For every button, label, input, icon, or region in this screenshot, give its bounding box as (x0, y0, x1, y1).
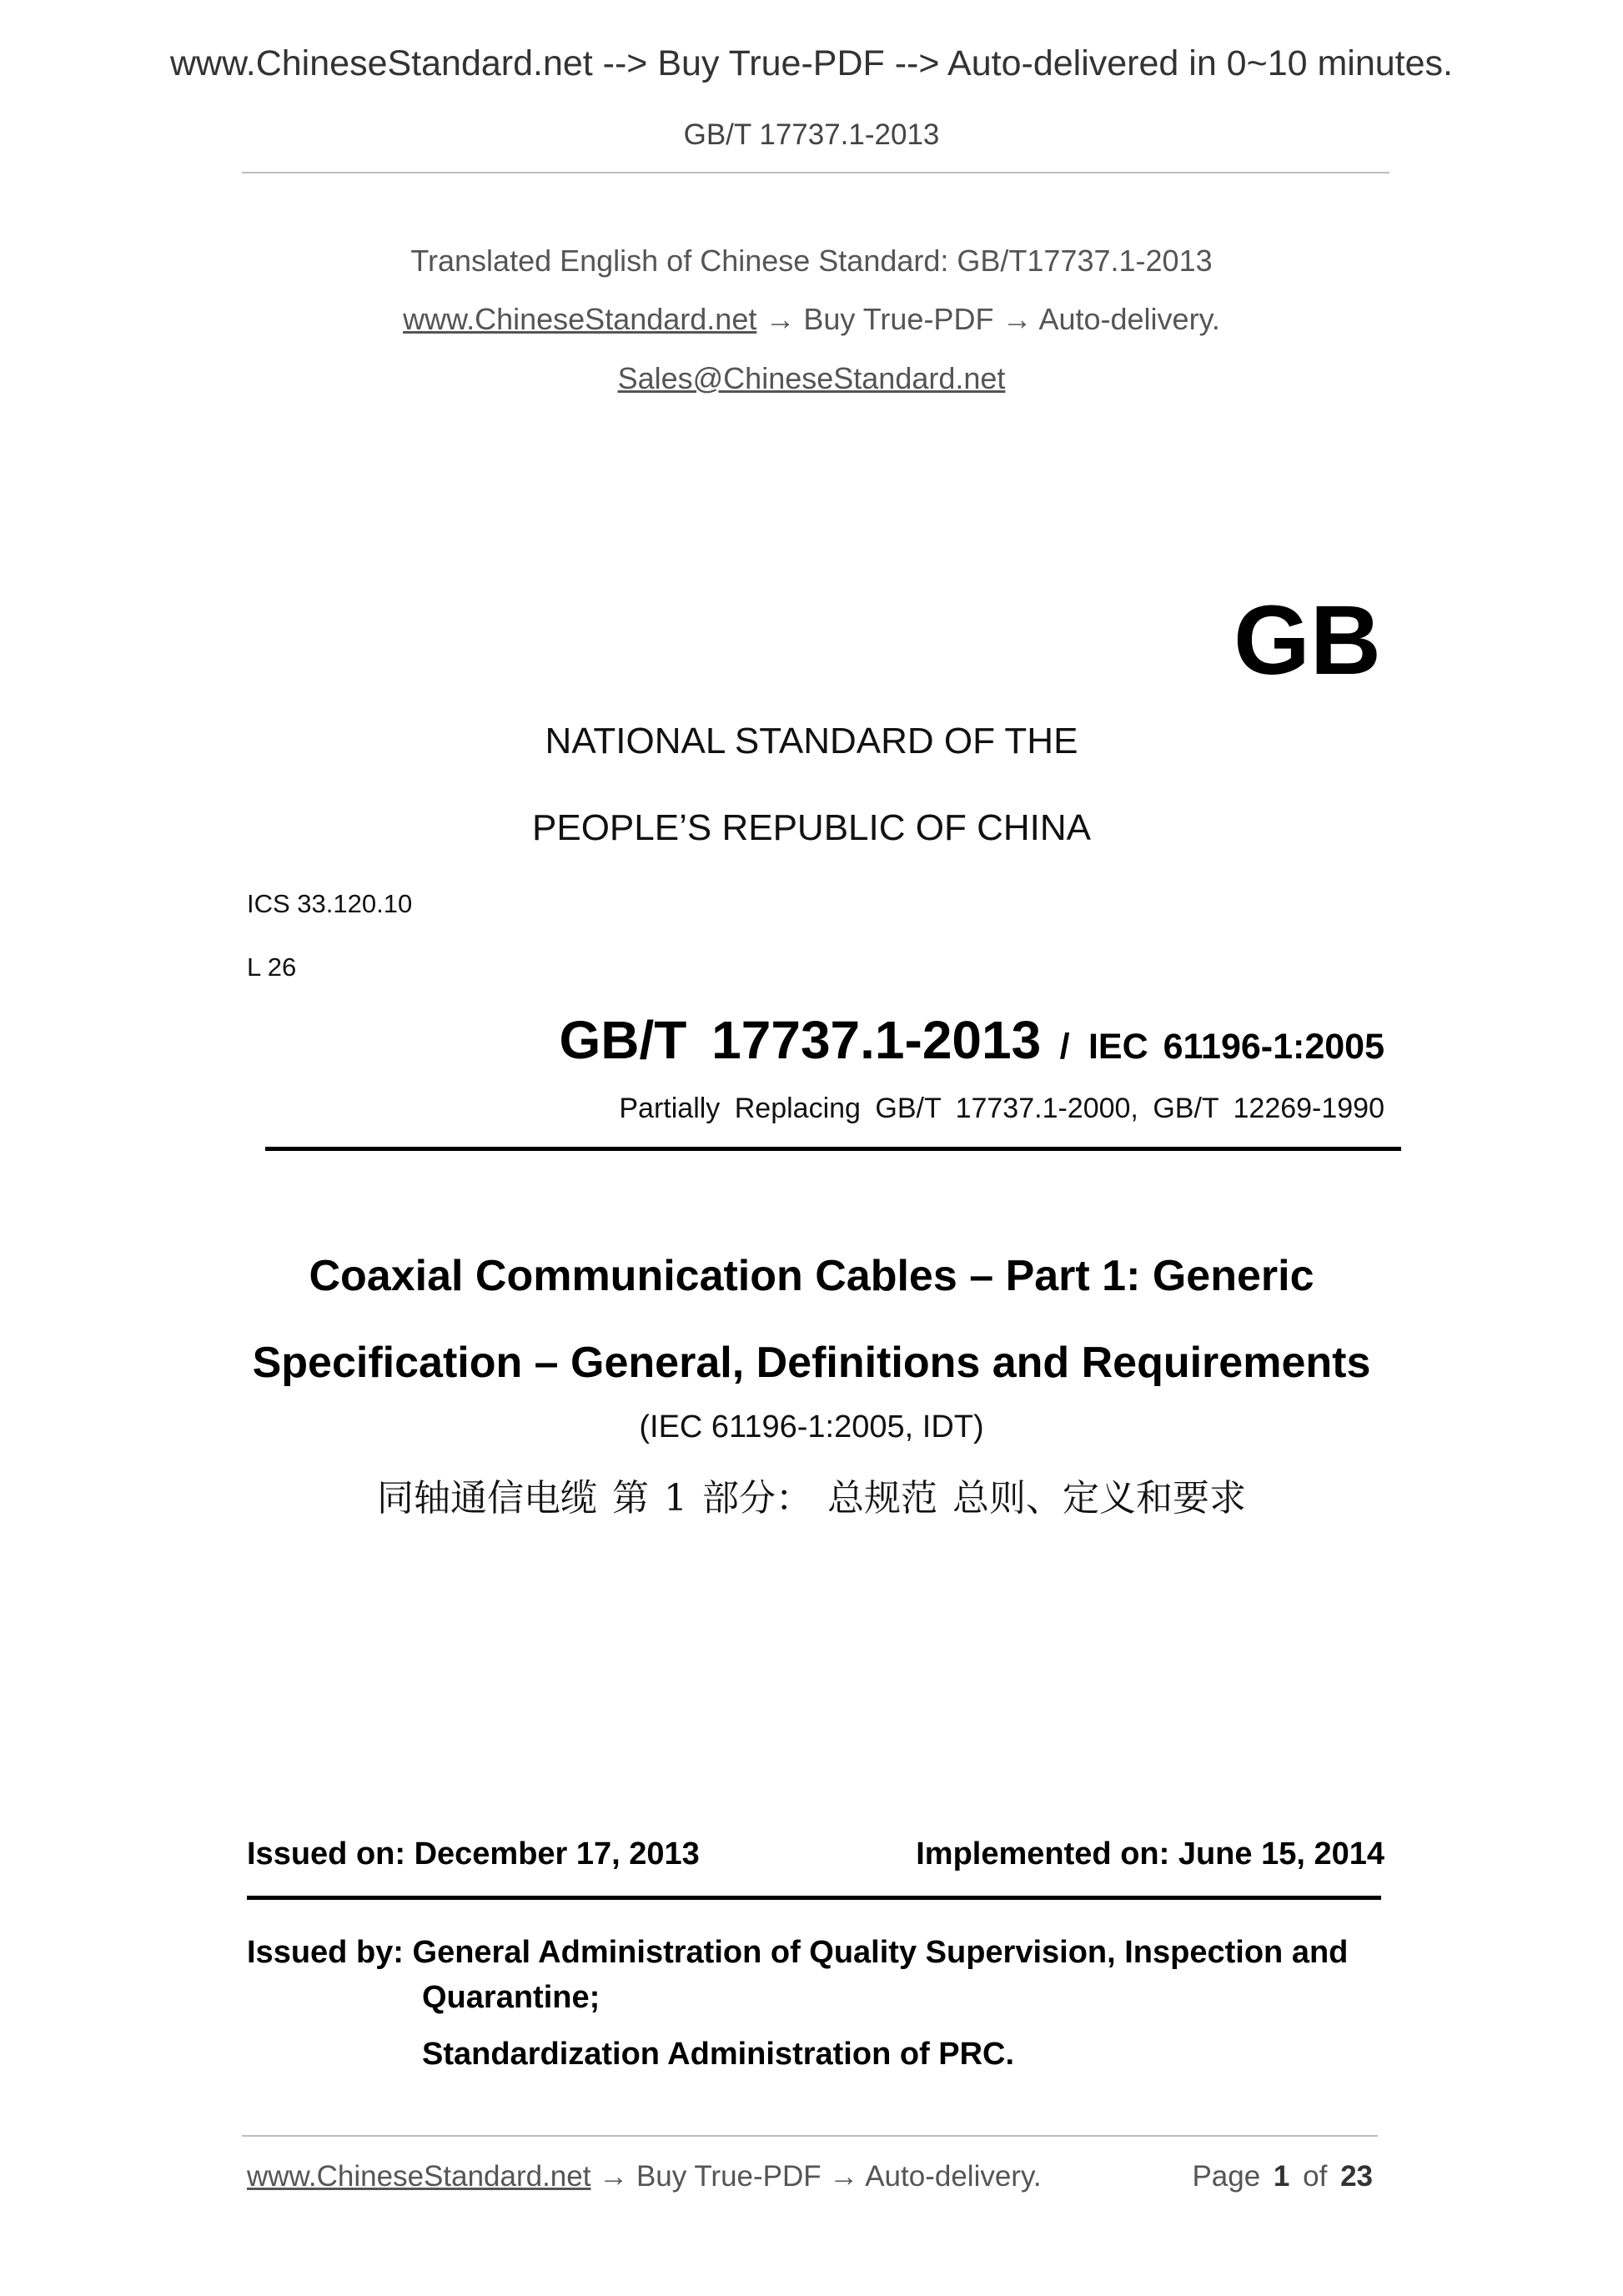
arrow-right-icon: → (599, 2160, 629, 2193)
ics-code: ICS 33.120.10 (247, 889, 413, 918)
header-standard-code: GB/T 17737.1-2013 (683, 118, 940, 151)
idt-note: (IEC 61196-1:2005, IDT) (639, 1409, 984, 1444)
arrow-right-icon: → (765, 302, 796, 336)
national-standard-line1: NATIONAL STANDARD OF THE (545, 721, 1078, 761)
issue-divider (247, 1896, 1381, 1900)
cover-divider (265, 1147, 1401, 1151)
issued-by-line3: Standardization Administration of PRC. (422, 2037, 1015, 2072)
page-total: 23 (1340, 2160, 1373, 2193)
replacing-note: Partially Replacing GB/T 17737.1-2000, GB/T 12269-1990 (619, 1093, 1384, 1124)
page-of: of (1303, 2160, 1328, 2193)
footer-auto-text: Auto-delivery. (865, 2160, 1042, 2193)
translated-notice: Translated English of Chinese Standard: GB/T17737.1-2013 (410, 244, 1213, 278)
sales-line (0, 361, 1623, 396)
page-indicator (1192, 2160, 1373, 2193)
l-code: L 26 (247, 952, 297, 982)
header-promo-text: www.ChineseStandard.net --> Buy True-PDF --> Auto-delivered in 0~10 minutes. (169, 43, 1453, 83)
footer-site-line (247, 2160, 1042, 2193)
standard-number-line (560, 1009, 1385, 1071)
page-current: 1 (1273, 2160, 1290, 2193)
footer-divider (242, 2135, 1378, 2137)
title-line1: Coaxial Communication Cables – Part 1: Generic (309, 1252, 1314, 1300)
intro-auto-text: Auto-delivery. (1038, 302, 1220, 336)
issued-on-date: Issued on: December 17, 2013 (247, 1836, 700, 1871)
intro-site-link[interactable]: www.ChineseStandard.net (403, 302, 757, 336)
issued-by-label: Issued by: (247, 1935, 404, 1970)
arrow-right-icon: → (829, 2160, 859, 2193)
footer-buy-text: Buy True-PDF (636, 2160, 822, 2193)
intro-site-line (0, 302, 1623, 337)
issued-by-line2: Quarantine; (422, 1980, 600, 2015)
page-label: Page (1192, 2160, 1261, 2193)
header-divider (242, 172, 1389, 173)
gb-logo-text: GB (1234, 585, 1381, 696)
title-line2: Specification – General, Definitions and Requirements (252, 1339, 1371, 1387)
implemented-on-date: Implemented on: June 15, 2014 (916, 1836, 1384, 1871)
national-standard-line2: PEOPLE’S REPUBLIC OF CHINA (532, 807, 1091, 848)
sales-email-link[interactable]: Sales@ChineseStandard.net (617, 361, 1006, 395)
footer-site-link[interactable]: www.ChineseStandard.net (247, 2160, 591, 2193)
standard-slash: / (1059, 1027, 1070, 1067)
issued-by-line1 (247, 1935, 1348, 1971)
chinese-title: 同轴通信电缆 第 1 部分： 总规范 总则、定义和要求 (377, 1477, 1246, 1520)
standard-number: GB/T 17737.1-2013 (559, 1010, 1042, 1070)
arrow-right-icon: → (1002, 302, 1033, 336)
intro-buy-text: Buy True-PDF (803, 302, 994, 336)
issued-by-text1: General Administration of Quality Supervision, Inspection and (412, 1935, 1349, 1970)
iec-number: IEC 61196-1:2005 (1088, 1027, 1384, 1067)
